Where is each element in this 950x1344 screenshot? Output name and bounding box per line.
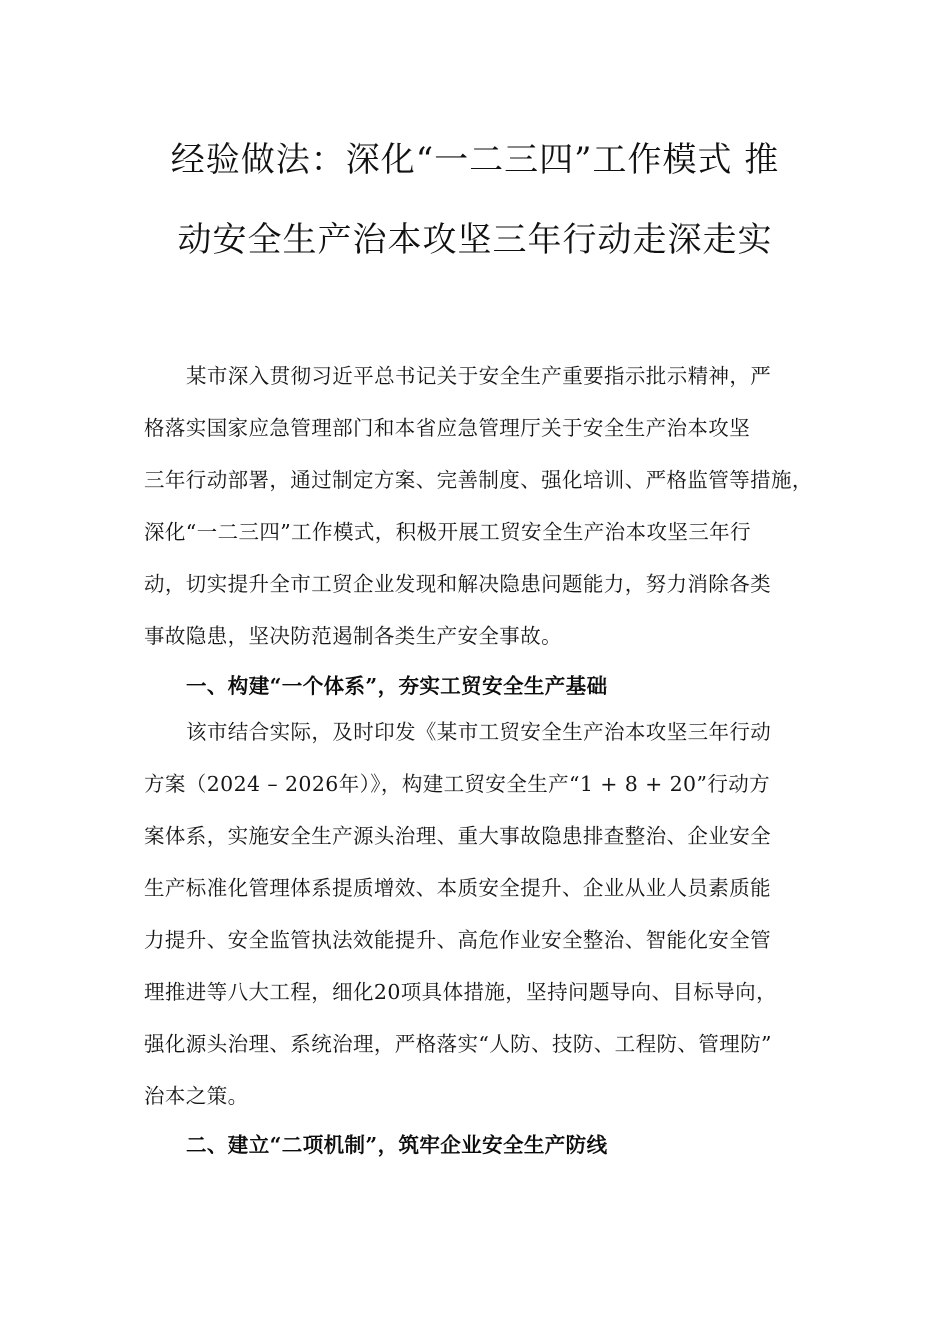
section-1-paragraph-line: 力提升、安全监管执法效能提升、高危作业安全整治、智能化安全管 bbox=[144, 928, 771, 952]
section-heading-2: 二、建立“二项机制”，筑牢企业安全生产防线 bbox=[186, 1133, 608, 1157]
intro-paragraph-line: 格落实国家应急管理部门和本省应急管理厅关于安全生产治本攻坚 bbox=[144, 416, 751, 440]
section-1-paragraph-line: 案体系，实施安全生产源头治理、重大事故隐患排查整治、企业安全 bbox=[144, 824, 771, 848]
intro-paragraph-line: 三年行动部署，通过制定方案、完善制度、强化培训、严格监管等措施， bbox=[144, 468, 813, 492]
section-1-paragraph-line: 理推进等八大工程，细化20项具体措施，坚持问题导向、目标导向， bbox=[144, 980, 777, 1004]
intro-paragraph-line: 深化“一二三四”工作模式，积极开展工贸安全生产治本攻坚三年行 bbox=[144, 520, 751, 544]
intro-paragraph-line: 某市深入贯彻习近平总书记关于安全生产重要指示批示精神，严 bbox=[186, 364, 772, 388]
intro-paragraph-line: 事故隐患，坚决防范遏制各类生产安全事故。 bbox=[144, 624, 562, 648]
document-title-line-1: 经验做法：深化“一二三四”工作模式 推 bbox=[170, 140, 780, 180]
document-title-line-2: 动安全生产治本攻坚三年行动走深走实 bbox=[177, 220, 773, 260]
section-1-paragraph-line: 方案（2024 – 2026年）》，构建工贸安全生产“1 + 8 + 20”行动方 bbox=[144, 772, 771, 796]
section-1-paragraph-line: 生产标准化管理体系提质增效、本质安全提升、企业从业人员素质能 bbox=[144, 876, 771, 900]
section-1-paragraph-line: 强化源头治理、系统治理，严格落实“人防、技防、工程防、管理防” bbox=[144, 1032, 772, 1056]
section-1-paragraph-line: 治本之策。 bbox=[144, 1084, 249, 1108]
section-heading-1: 一、构建“一个体系”，夯实工贸安全生产基础 bbox=[186, 674, 608, 698]
intro-paragraph-line: 动，切实提升全市工贸企业发现和解决隐患问题能力，努力消除各类 bbox=[144, 572, 771, 596]
section-1-paragraph-line: 该市结合实际，及时印发《某市工贸安全生产治本攻坚三年行动 bbox=[186, 720, 772, 744]
